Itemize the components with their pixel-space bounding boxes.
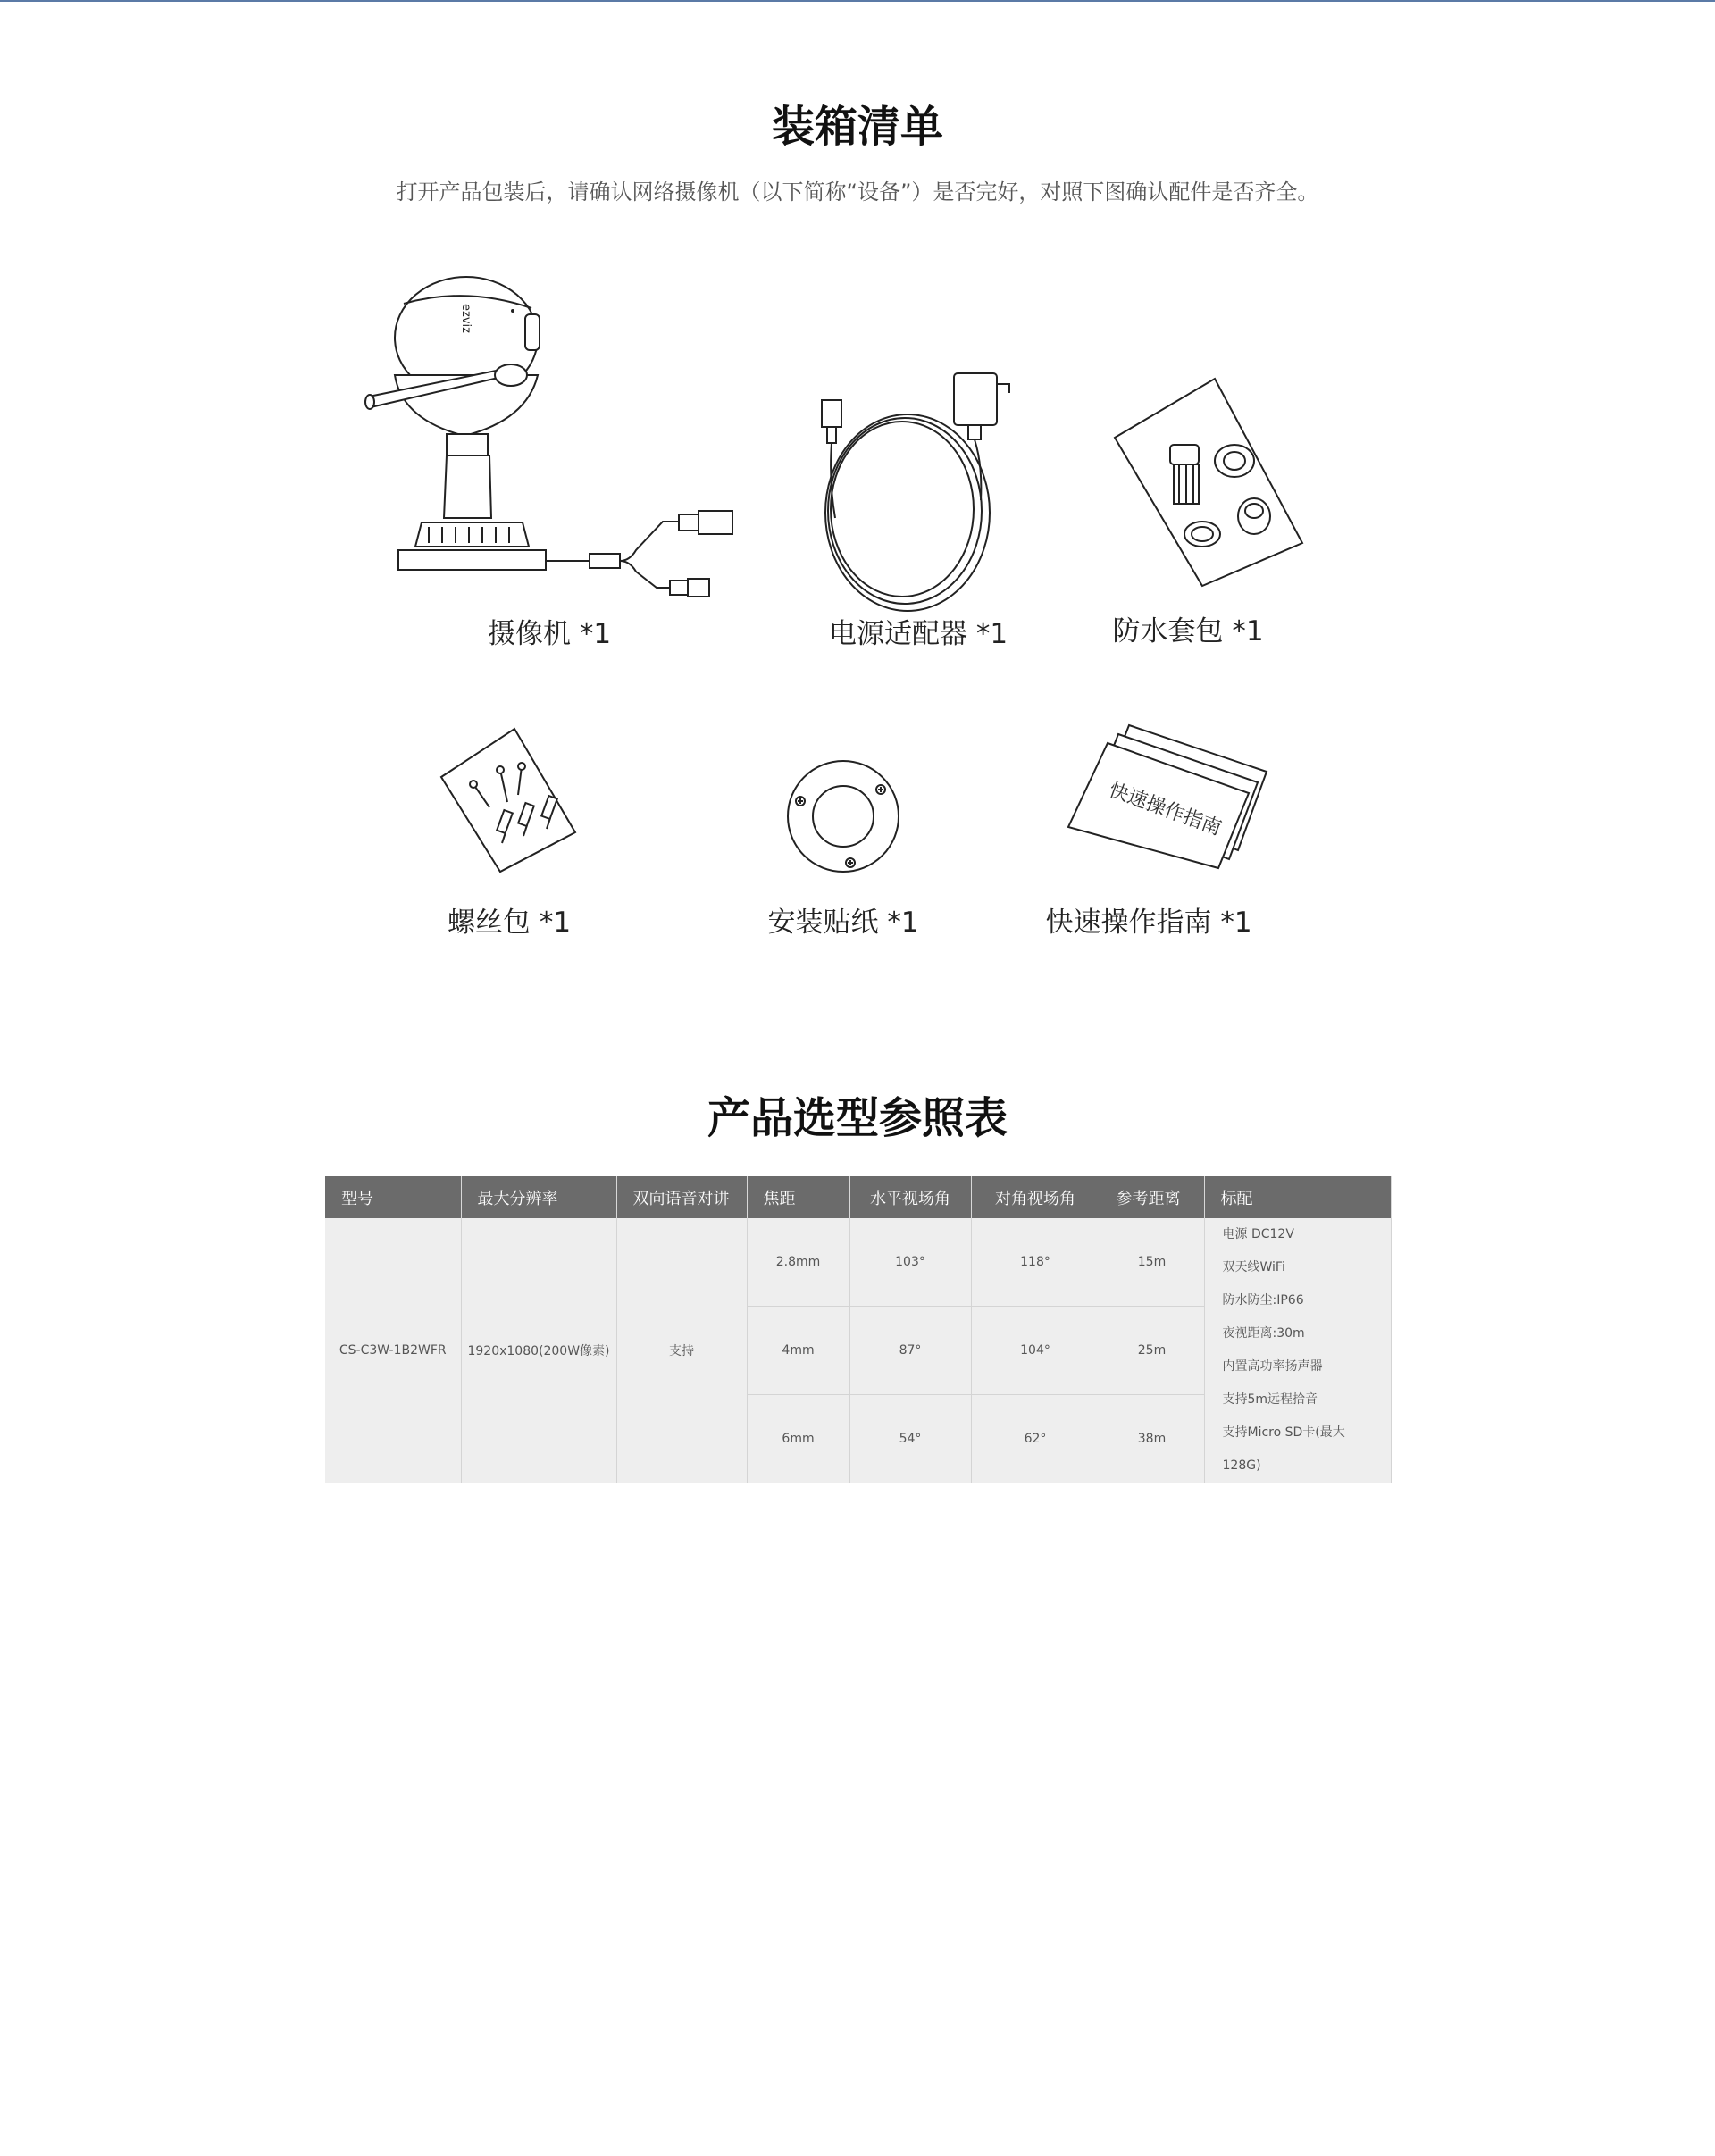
model-cell: CS-C3W-1B2WFR	[325, 1218, 461, 1483]
header-diagonal-fov: 对角视场角	[971, 1176, 1100, 1218]
table-row	[325, 1218, 1391, 1306]
h-fov-cell: 87°	[849, 1306, 971, 1394]
header-standard: 标配	[1204, 1176, 1391, 1218]
waterproof-kit-label: 防水套包 *1	[1112, 615, 1264, 648]
distance-cell: 38m	[1100, 1394, 1204, 1483]
guide-cover-text: 快速操作指南	[1105, 779, 1225, 840]
standard-cell	[1204, 1218, 1391, 1483]
focal-cell: 2.8mm	[747, 1218, 849, 1306]
focal-cell: 6mm	[747, 1394, 849, 1483]
screw-pack-label: 螺丝包 *1	[447, 907, 572, 939]
header-horizontal-fov: 水平视场角	[849, 1176, 971, 1218]
camera-brand-text: ezviz	[459, 304, 473, 333]
selection-table	[325, 1176, 1392, 1483]
d-fov-cell: 62°	[971, 1394, 1100, 1483]
header-focal-length: 焦距	[747, 1176, 849, 1218]
distance-cell: 25m	[1100, 1306, 1204, 1394]
spec-item: 双天线WiFi	[1222, 1260, 1285, 1274]
header-two-way-audio: 双向语音对讲	[616, 1176, 747, 1218]
two-way-audio-cell: 支持	[616, 1218, 747, 1483]
d-fov-cell: 104°	[971, 1306, 1100, 1394]
power-adapter-label: 电源适配器 *1	[828, 618, 1008, 650]
mounting-sticker-label: 安装贴纸 *1	[767, 907, 919, 939]
packing-list-subtitle: 打开产品包装后，请确认网络摄像机（以下简称“设备”）是否完好，对照下图确认配件是否齐全。	[396, 180, 1319, 205]
h-fov-cell: 103°	[849, 1218, 971, 1306]
spec-item: 夜视距离:30m	[1222, 1326, 1305, 1341]
d-fov-cell: 118°	[971, 1218, 1100, 1306]
spec-item: 电源 DC12V	[1222, 1227, 1294, 1241]
header-model: 型号	[325, 1176, 461, 1218]
h-fov-cell: 54°	[849, 1394, 971, 1483]
quick-guide-label: 快速操作指南 *1	[1045, 907, 1252, 939]
resolution-cell: 1920x1080(200W像素)	[461, 1218, 616, 1483]
table-header-row	[325, 1176, 1391, 1218]
selection-table-title: 产品选型参照表	[707, 1093, 1008, 1143]
header-reference-distance: 参考距离	[1100, 1176, 1204, 1218]
camera-label: 摄像机 *1	[487, 618, 612, 650]
header-resolution: 最大分辨率	[461, 1176, 616, 1218]
focal-cell: 4mm	[747, 1306, 849, 1394]
distance-cell: 15m	[1100, 1218, 1204, 1306]
spec-item: 支持Micro SD卡(最大128G)	[1222, 1425, 1345, 1473]
spec-item: 支持5m远程拾音	[1222, 1392, 1318, 1407]
packing-list-title: 装箱清单	[771, 102, 943, 152]
quick-guide-icon	[0, 0, 1715, 982]
spec-item: 防水防尘:IP66	[1222, 1293, 1304, 1308]
spec-item: 内置高功率扬声器	[1222, 1359, 1323, 1374]
